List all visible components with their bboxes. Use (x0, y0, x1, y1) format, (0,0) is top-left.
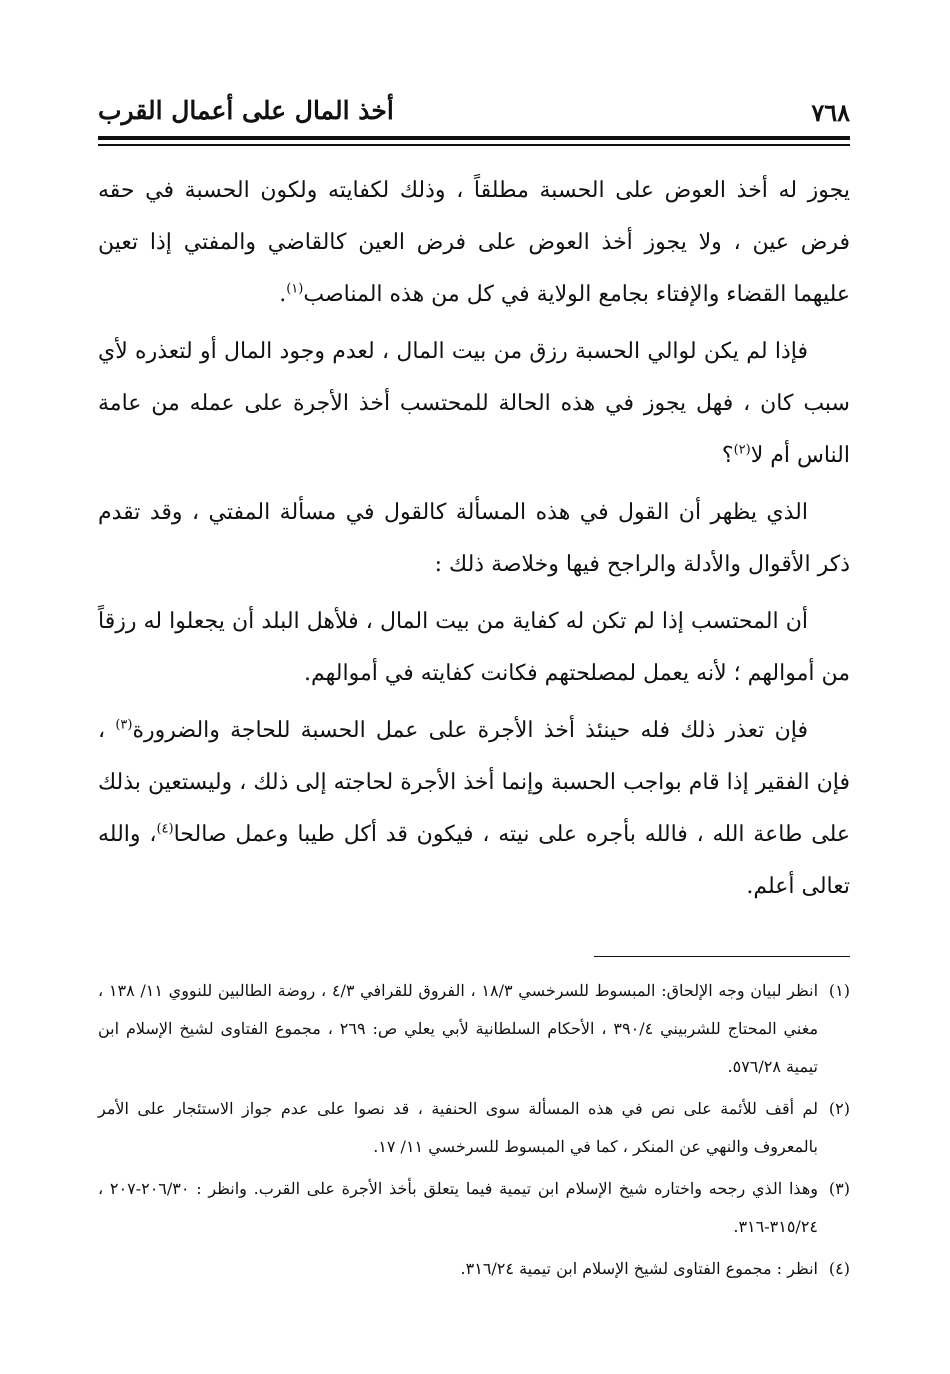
footnote-ref-1: (١) (286, 281, 304, 297)
paragraph-5-text-b: ، فإن الفقير إذا قام بواجب الحسبة وإنما أخذ الأجرة لحاجته إلى ذلك ، وليستعين بذلك على طاعة الله ، فالله بأجره على نيته ، فيكون قد أكل طيبا وعمل صالحا (98, 718, 850, 847)
footnote-number: (٢) (828, 1099, 850, 1118)
paragraph-3 (98, 487, 850, 591)
header-rule-thick (98, 136, 850, 140)
footnote-text: لم أقف للأئمة على نص في هذه المسألة سوى الحنفية ، قد نصوا على عدم جواز الاستئجار على الأمر بالمعروف والنهي عن المنكر ، كما في المبسوط للسرخسي ١١/ ١٧. (98, 1099, 818, 1156)
paragraph-2 (98, 326, 850, 482)
paragraph-1-text: يجوز له أخذ العوض على الحسبة مطلقاً ، وذلك لكفايته ولكون الحسبة في حقه فرض عين ، ولا يجوز أخذ العوض على فرض العين كالقاضي والمفتي إذا تعين عليهما القضاء والإفتاء بجامع الولاية في كل من هذه المناصب (98, 178, 850, 307)
footnote-1 (98, 972, 850, 1086)
footnote-text: انظر : مجموع الفتاوى لشيخ الإسلام ابن تيمية ٣١٦/٢٤. (460, 1259, 818, 1278)
footnote-ref-3: (٣) (115, 717, 133, 733)
paragraph-4-text: أن المحتسب إذا لم تكن له كفاية من بيت المال ، فلأهل البلد أن يجعلوا له رزقاً من أموالهم ؛ لأنه يعمل لمصلحتهم فكانت كفايته في أموالهم. (98, 609, 850, 686)
page-number: ٧٦٨ (811, 98, 850, 127)
footnote-separator (594, 956, 850, 957)
footnote-number: (٤) (828, 1259, 850, 1278)
footnote-ref-2: (٢) (733, 442, 751, 458)
paragraph-5-text-a: فإن تعذر ذلك فله حينئذ أخذ الأجرة على عمل الحسبة للحاجة والضرورة (132, 718, 808, 743)
footnote-number: (٣) (828, 1179, 850, 1198)
header-rule-thin (98, 144, 850, 146)
paragraph-5 (98, 705, 850, 913)
paragraph-2-text: فإذا لم يكن لوالي الحسبة رزق من بيت المال ، لعدم وجود المال أو لتعذره لأي سبب كان ، فهل يجوز في هذه الحالة للمحتسب أخذ الأجرة على عمله من عامة الناس أم لا (98, 339, 850, 468)
paragraph-1 (98, 165, 850, 321)
paragraph-5-text-c: ، والله تعالى أعلم. (98, 822, 850, 899)
main-text (98, 165, 850, 918)
footnotes (98, 972, 850, 1292)
paragraph-1-end: . (279, 282, 287, 307)
paragraph-2-end: ؟ (721, 443, 734, 468)
footnote-text: انظر لبيان وجه الإلحاق: المبسوط للسرخسي ١٨/٣ ، الفروق للقرافي ٤/٣ ، روضة الطالبين للنووي ١١/ ١٣٨ ، مغني المحتاج للشربيني ٣٩٠/٤ ، الأحكام السلطانية لأبي يعلي ص: ٢٦٩ ، مجموع الفتاوى لشيخ الإسلام ابن تيمية ٥٧٦/٢٨. (98, 981, 819, 1076)
footnote-4 (98, 1250, 850, 1288)
footnote-ref-4: (٤) (156, 821, 174, 837)
paragraph-4 (98, 596, 850, 700)
paragraph-3-text: الذي يظهر أن القول في هذه المسألة كالقول في مسألة المفتي ، وقد تقدم ذكر الأقوال والأدلة والراجح فيها وخلاصة ذلك : (98, 500, 850, 577)
running-title: أخذ المال على أعمال القرب (98, 96, 394, 125)
page-header (98, 92, 850, 136)
footnote-text: وهذا الذي رجحه واختاره شيخ الإسلام ابن تيمية فيما يتعلق بأخذ الأجرة على القرب. وانظر : ٢٠٦/٣٠-٢٠٧ ، ٣١٥/٢٤-٣١٦. (98, 1179, 818, 1236)
footnote-number: (١) (828, 981, 850, 1000)
footnote-3 (98, 1170, 850, 1246)
footnote-2 (98, 1090, 850, 1166)
